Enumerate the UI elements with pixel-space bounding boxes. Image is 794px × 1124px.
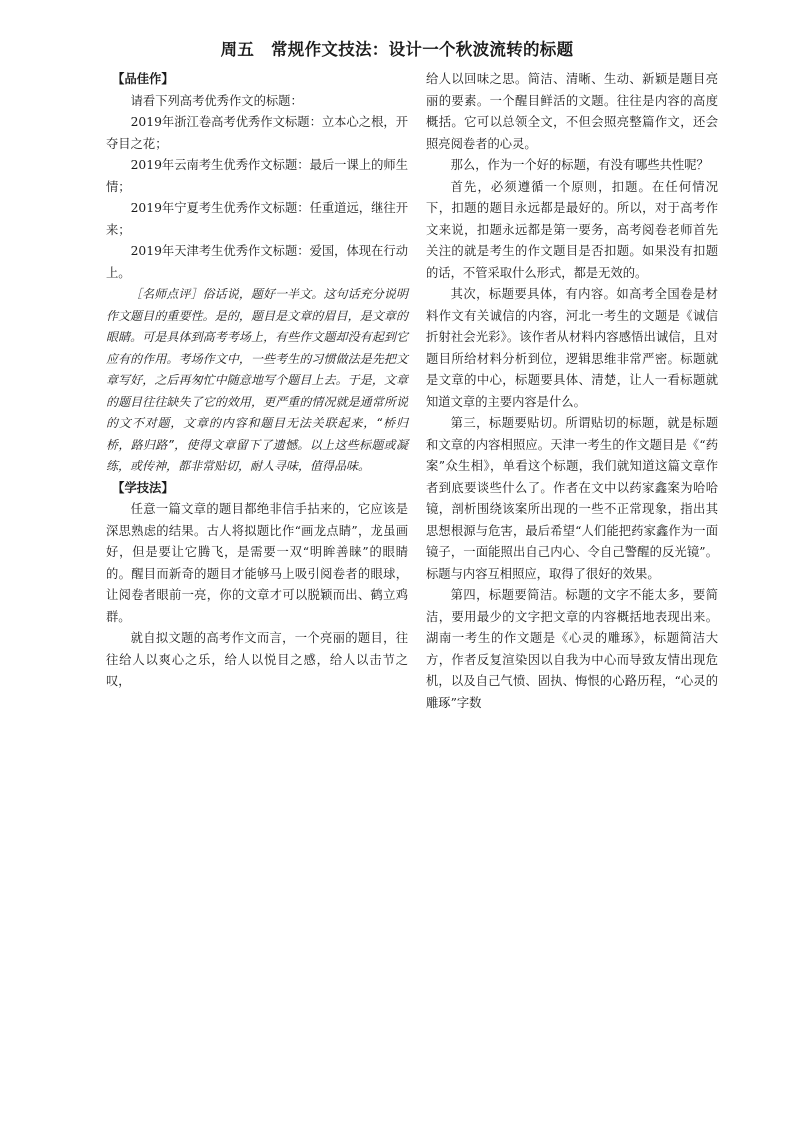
- example-title: 2019年宁夏考生优秀作文标题：任重道远，继往开来；: [106, 201, 408, 237]
- body-paragraph: 首先，必须遵循一个原则，扣题。在任何情况下，扣题的题目永远都是最好的。所以，对于高考作文来说，扣题永远都是第一要务，高考阅卷老师首先关注的就是考生的作文题目是否扣题。如果没有扣题的话，不管采取什么形式，都是无效的。: [426, 179, 718, 280]
- body-paragraph: 就自拟文题的高考作文而言，一个亮丽的题目，往往给人以爽心之乐，给人以悦目之感，给人以击节之叹，: [106, 631, 408, 688]
- example-title: 2019年天津考生优秀作文标题：爱国，体现在行动上。: [106, 244, 408, 280]
- intro-paragraph: 请看下列高考优秀作文的标题：: [130, 93, 303, 108]
- example-title: 2019年云南考生优秀作文标题：最后一课上的师生情；: [106, 158, 408, 194]
- body-paragraph: 任意一篇文章的题目都绝非信手拈来的，它应该是深思熟虑的结果。古人将拟题比作“画龙点睛”，龙虽画好，但是要让它腾飞，是需要一双“明眸善睐”的眼睛的。醒目而新奇的题目才能够马上吸引阅卷者的眼球，让阅卷者眼前一亮，你的文章才可以脱颖而出、鹤立鸡群。: [106, 502, 408, 624]
- body-paragraph-continued: 给人以回味之思。简洁、清晰、生动、新颖是题目亮丽的要素。一个醒目鲜活的文题。往往是内容的高度概括。它可以总领全文，不但会照亮整篇作文，还会照亮阅卷者的心灵。: [426, 72, 718, 151]
- body-paragraph: 第四，标题要简洁。标题的文字不能太多，要简洁，要用最少的文字把文章的内容概括地表现出来。湖南一考生的作文题是《心灵的雕琢》，标题简洁大方，作者反复渲染因以自我为中心而导致友情出现危机，以及自己气愤、固执、悔恨的心路历程，“心灵的雕琢”字数: [426, 588, 718, 710]
- body-paragraph: 其次，标题要具体，有内容。如高考全国卷是材料作文有关诚信的内容，河北一考生的文题是《诚信折射社会光彩》。该作者从材料内容感悟出诚信，且对题目所给材料分析到位，逻辑思维非常严密。标题就是文章的中心，标题要具体、清楚，让人一看标题就知道文章的主要内容是什么。: [426, 287, 718, 409]
- body-paragraph: 那么，作为一个好的标题，有没有哪些共性呢？: [450, 158, 709, 172]
- section-heading-learn: 【学技法】: [112, 480, 174, 495]
- page-title: 周五 常规作文技法：设计一个秋波流转的标题: [220, 40, 574, 59]
- left-column: [106, 69, 408, 693]
- section-heading-pin: 【品佳作】: [112, 72, 174, 86]
- example-title: 2019年浙江卷高考优秀作文标题：立本心之根，开夺目之花；: [106, 115, 408, 151]
- right-column: [426, 69, 718, 714]
- teacher-comment: ［名师点评］俗话说，题好一半文。这句话充分说明作文题目的重要性。是的，题目是文章的眉目，是文章的眼睛。可是具体到高考考场上，有些作文题却没有起到它应有的作用。考场作文中，一些考生的习惯做法是先把文章写好，之后再匆忙中随意地写个题目上去。于是，文章的题目往往缺失了它的效用，更严重的情况就是通常所说的文不对题，文章的内容和题目无法关联起来，“桥归桥，路归路”，使得文章留下了遗憾。以上这些标题或凝练，或传神，都非常贴切，耐人寻味，值得品味。: [106, 287, 408, 473]
- body-paragraph: 第三，标题要贴切。所谓贴切的标题，就是标题和文章的内容相照应。天津一考生的作文题目是《“药案”众生相》，单看这个标题，我们就知道这篇文章作者到底要谈些什么了。作者在文中以药家鑫案为哈哈镜，剖析围绕该案所出现的一些不正常现象，指出其思想根源与危害，最后希望“人们能把药家鑫作为一面镜子，一面能照出自己内心、令自己警醒的反光镜”。标题与内容互相照应，取得了很好的效果。: [426, 416, 718, 581]
